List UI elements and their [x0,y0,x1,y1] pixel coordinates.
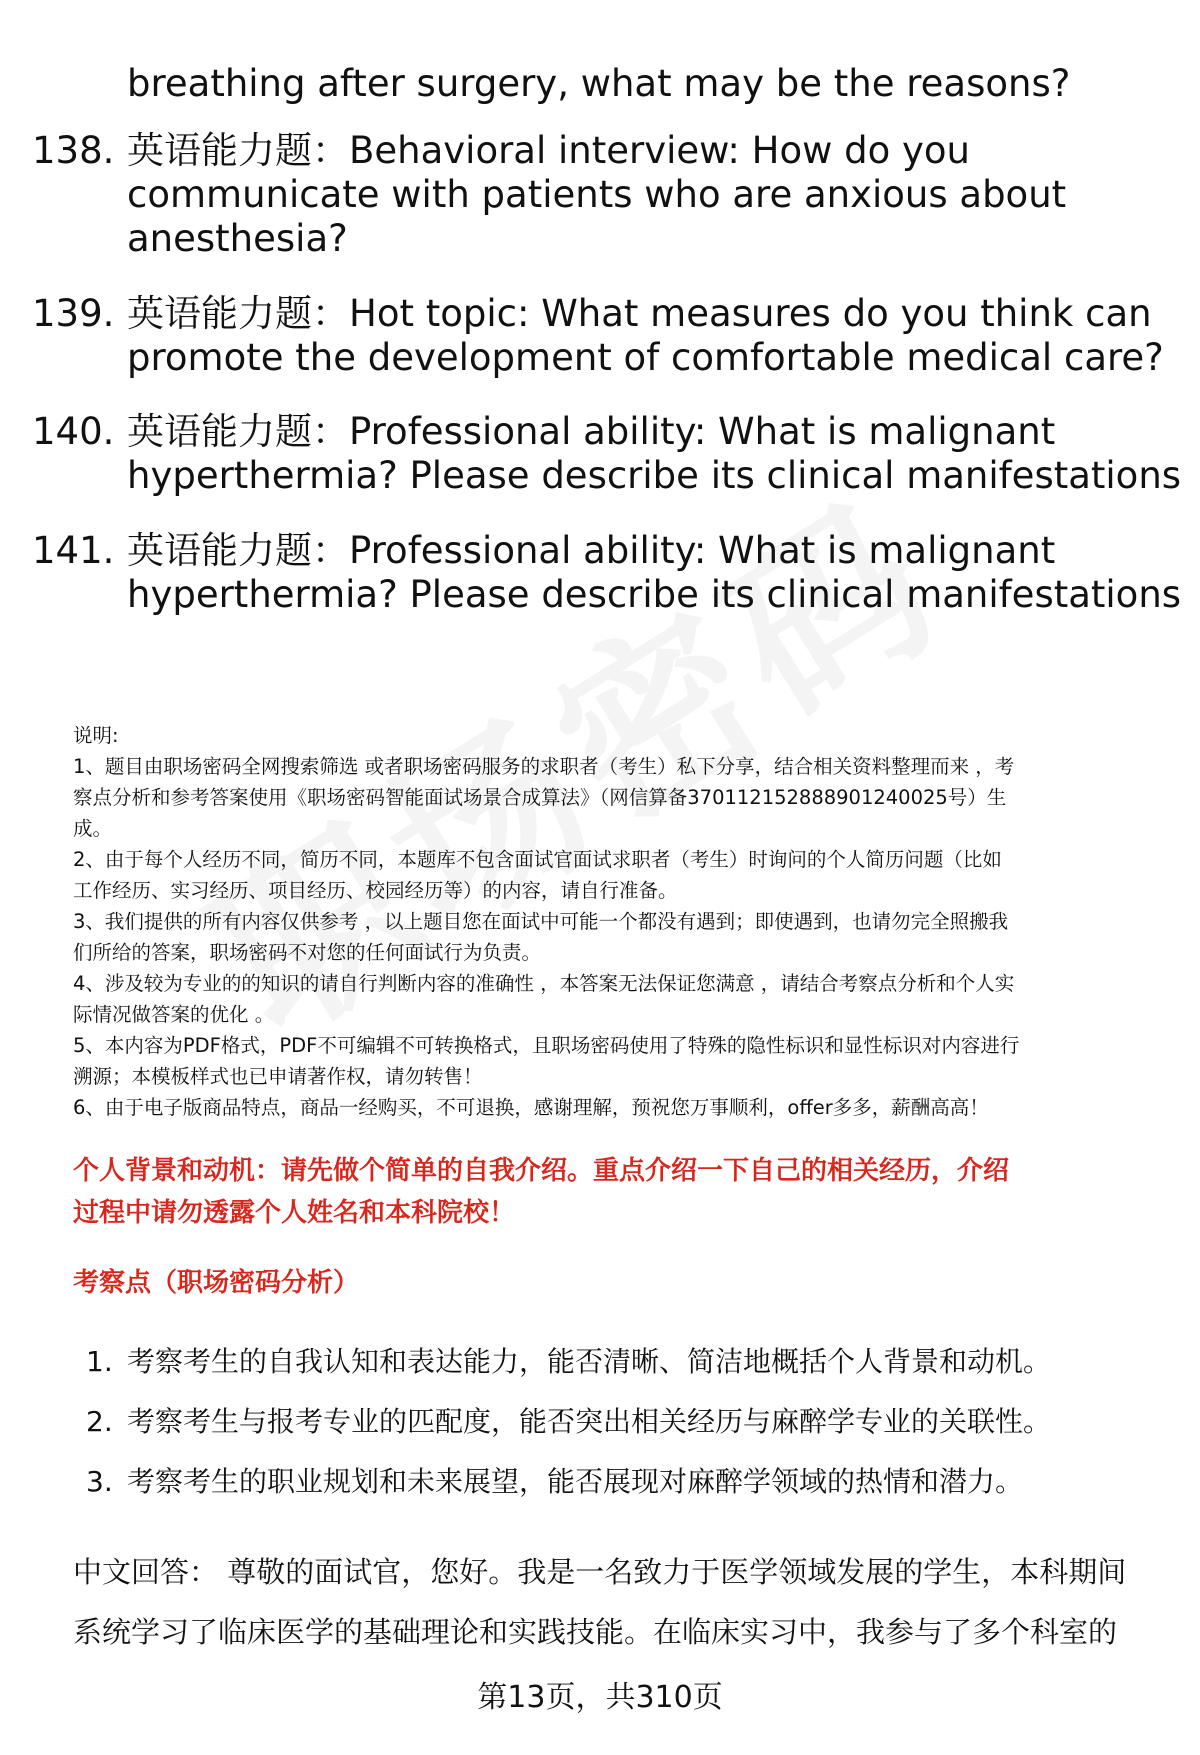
question-heading-line: 个人背景和动机：请先做个简单的自我介绍。重点介绍一下自己的相关经历，介绍 [73,1156,1010,1186]
question-text-line: 英语能力题：Professional ability: What is malignant [127,529,1056,572]
question-text-line: 英语能力题：Professional ability: What is malignant [127,410,1056,453]
question-text-line: hyperthermia? Please describe its clinical manifestations [127,573,1182,616]
notes-line: 说明: [73,724,119,747]
focus-heading: 考察点（职场密码分析） [73,1268,360,1298]
question-heading-line: 过程中请勿透露个人姓名和本科院校！ [73,1198,516,1228]
question-text-line: anesthesia? [127,217,348,260]
focus-point-text: 考察考生的职业规划和未来展望，能否展现对麻醉学领域的热情和潜力。 [127,1465,1024,1498]
question-fragment: breathing after surgery, what may be the reasons? [127,62,1071,105]
answer-line: 系统学习了临床医学的基础理论和实践技能。在临床实习中，我参与了多个科室的 [73,1615,1118,1649]
notes-section [73,720,1163,1123]
question-heading [73,1150,1173,1234]
notes-line: 溯源；本模板样式也已申请著作权，请勿转售！ [73,1065,483,1088]
answer-line: 中文回答： 尊敬的面试官，您好。我是一名致力于医学领域发展的学生，本科期间 [73,1555,1127,1589]
question-text-line: 英语能力题：Hot topic: What measures do you think can [127,292,1152,335]
question-number: 141. [32,529,115,572]
notes-line: 察点分析和参考答案使用《职场密码智能面试场景合成算法》（网信算备370112152888901240025号）生 [73,786,1007,809]
notes-line: 工作经历、实习经历、项目经历、校园经历等）的内容，请自行准备。 [73,879,678,902]
question-text-line: hyperthermia? Please describe its clinical manifestations [127,454,1182,497]
focus-point-number: 1. [86,1345,113,1378]
notes-line: 6、由于电子版商品特点，商品一经购买，不可退换，感谢理解，预祝您万事顺利，offer多多，薪酬高高！ [73,1096,989,1119]
notes-line: 4、涉及较为专业的的知识的请自行判断内容的准确性 ，本答案无法保证您满意 ，请结合考察点分析和个人实 [73,972,1015,995]
question-number: 139. [32,292,115,335]
notes-line: 际情况做答案的优化 。 [73,1003,275,1026]
focus-point-number: 2. [86,1405,113,1438]
question-text-line: promote the development of comfortable medical care? [127,336,1164,379]
focus-point-number: 3. [86,1465,113,1498]
question-text-line: communicate with patients who are anxious about [127,173,1067,216]
notes-line: 1、题目由职场密码全网搜索筛选 或者职场密码服务的求职者（考生）私下分享，结合相关资料整理而来 ，考 [73,755,1015,778]
page-footer: 第13页，共310页 [477,1680,723,1715]
focus-point-text: 考察考生的自我认知和表达能力，能否清晰、简洁地概括个人背景和动机。 [127,1345,1052,1378]
question-number: 138. [32,129,115,172]
question-text-line: 英语能力题：Behavioral interview: How do you [127,129,970,172]
notes-line: 5、本内容为PDF格式，PDF不可编辑不可转换格式，且职场密码使用了特殊的隐性标识和显性标识对内容进行 [73,1034,1020,1057]
notes-line: 2、由于每个人经历不同，简历不同，本题库不包含面试官面试求职者（考生）时询问的个人简历问题（比如 [73,848,1002,871]
notes-line: 们所给的答案，职场密码不对您的任何面试行为负责。 [73,941,542,964]
notes-line: 成。 [73,817,113,840]
question-number: 140. [32,410,115,453]
notes-line: 3、我们提供的所有内容仅供参考 ，以上题目您在面试中可能一个都没有遇到；即使遇到，也请勿完全照搬我 [73,910,1009,933]
focus-point-text: 考察考生与报考专业的匹配度，能否突出相关经历与麻醉学专业的关联性。 [127,1405,1052,1438]
